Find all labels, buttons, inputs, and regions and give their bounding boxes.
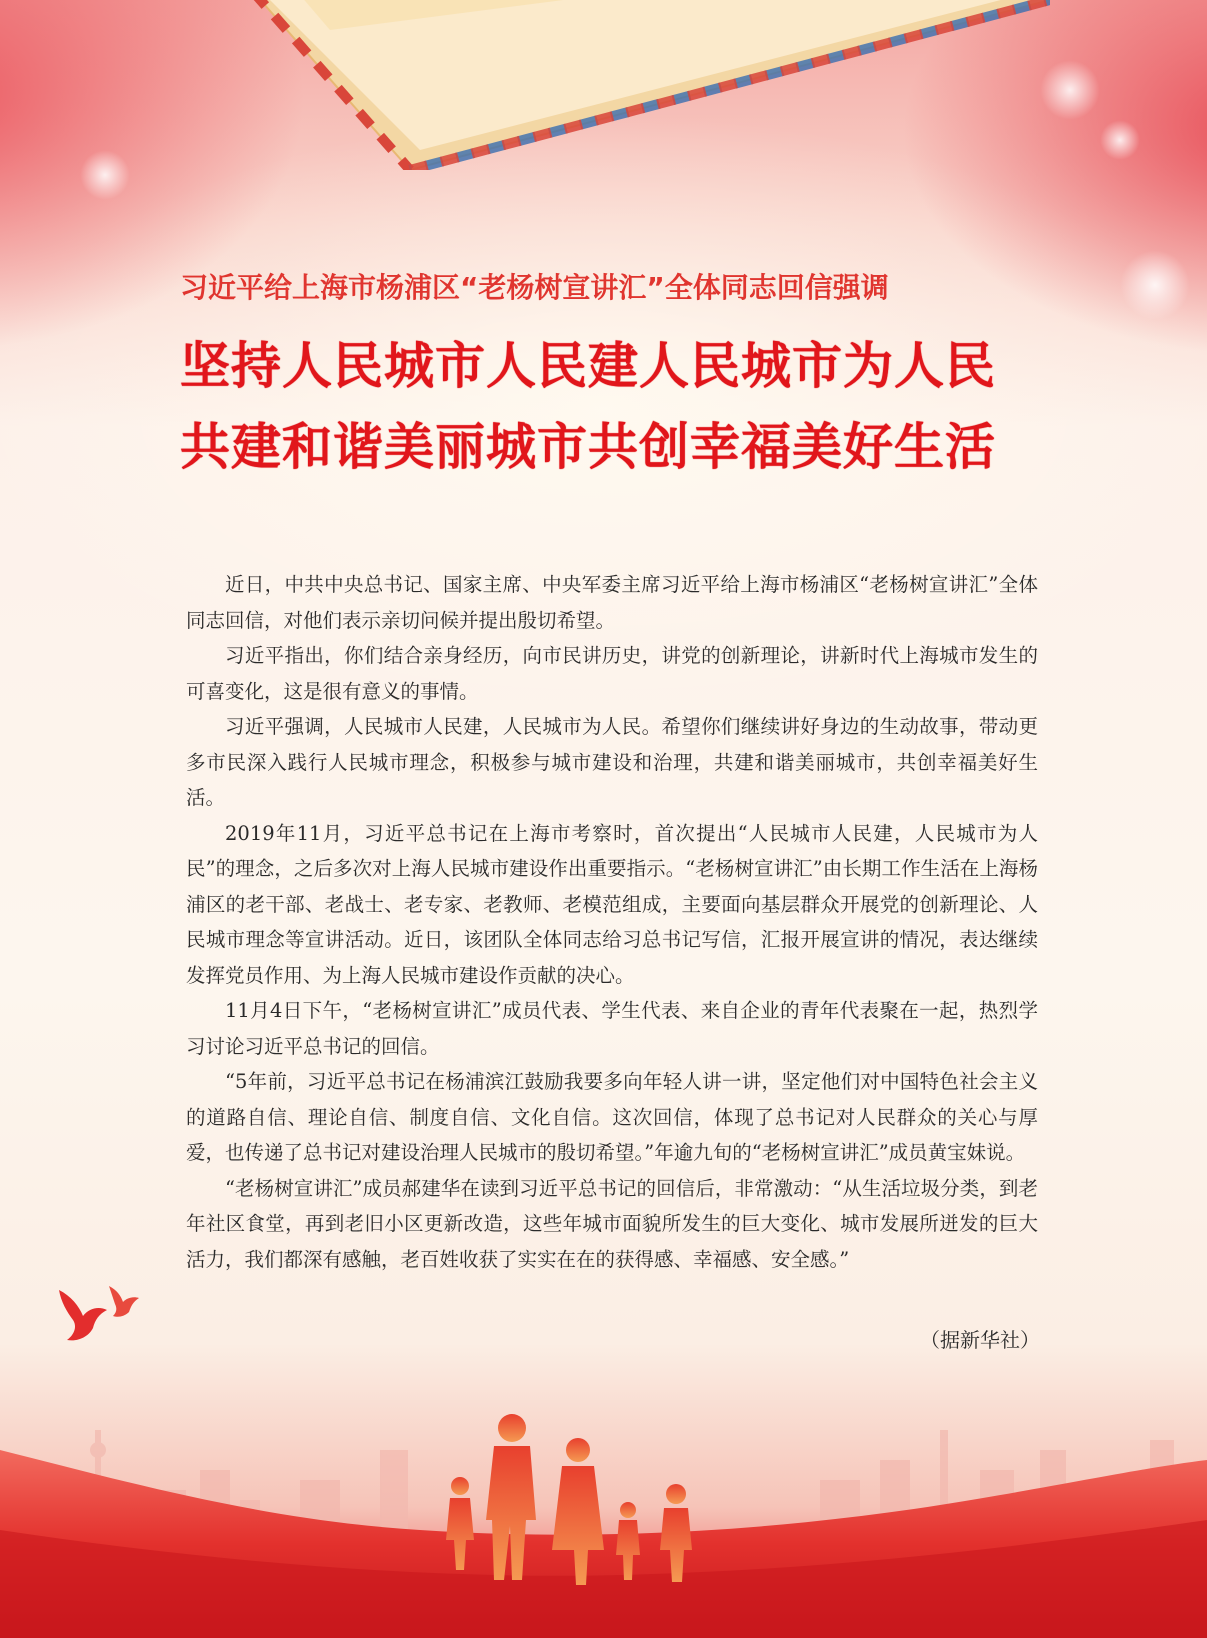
- dove-icon: [55, 1276, 145, 1346]
- paragraph: “5年前，习近平总书记在杨浦滨江鼓励我要多向年轻人讲一讲，坚定他们对中国特色社会主义的道路自信、理论自信、制度自信、文化自信。这次回信，体现了总书记对人民群众的关心与厚爱，也传递了总书记对建设治理人民城市的殷切希望。”年逾九旬的“老杨树宣讲汇”成员黄宝妹说。: [186, 1070, 1038, 1164]
- bokeh-light: [1100, 120, 1140, 160]
- bokeh-light: [80, 150, 130, 200]
- paragraph: 11月4日下午，“老杨树宣讲汇”成员代表、学生代表、来自企业的青年代表聚在一起，热烈学习讨论习近平总书记的回信。: [186, 999, 1038, 1058]
- paragraph: 近日，中共中央总书记、国家主席、中央军委主席习近平给上海市杨浦区“老杨树宣讲汇”全体同志回信，对他们表示亲切问候并提出殷切希望。: [186, 573, 1038, 632]
- bokeh-light: [1120, 250, 1190, 320]
- paragraph: 2019年11月，习近平总书记在上海市考察时，首次提出“人民城市人民建，人民城市为人民”的理念，之后多次对上海人民城市建设作出重要指示。“老杨树宣讲汇”由长期工作生活在上海杨浦区的老干部、老战士、老专家、老教师、老模范组成，主要面向基层群众开展党的创新理论、人民城市理念等宣讲活动。近日，该团队全体同志给习总书记写信，汇报开展宣讲的情况，表达继续发挥党员作用、为上海人民城市建设作贡献的决心。: [186, 821, 1038, 987]
- paragraph: “老杨树宣讲汇”成员郝建华在读到习近平总书记的回信后，非常激动：“从生活垃圾分类，到老年社区食堂，再到老旧小区更新改造，这些年城市面貌所发生的巨大变化、城市发展所迸发的巨大活力，我们都深有感触，老百姓收获了实实在在的获得感、幸福感、安全感。”: [186, 1176, 1038, 1271]
- envelope-illustration: [150, 0, 1050, 170]
- article-body: [186, 567, 1038, 1277]
- paragraph: 习近平指出，你们结合亲身经历，向市民讲历史，讲党的创新理论，讲新时代上海城市发生的可喜变化，这是很有意义的事情。: [186, 644, 1038, 703]
- article-subtitle: 习近平给上海市杨浦区“老杨树宣讲汇”全体同志回信强调: [180, 271, 889, 304]
- skyline-family-illustration: [0, 1410, 1207, 1638]
- article-title-line-1: 坚持人民城市人民建人民城市为人民: [180, 337, 996, 395]
- source-credit: （据新华社）: [920, 1328, 1040, 1352]
- paragraph: 习近平强调，人民城市人民建，人民城市为人民。希望你们继续讲好身边的生动故事，带动更多市民深入践行人民城市理念，积极参与城市建设和治理，共建和谐美丽城市，共创幸福美好生活。: [186, 715, 1038, 809]
- article-title-line-2: 共建和谐美丽城市共创幸福美好生活: [180, 418, 996, 476]
